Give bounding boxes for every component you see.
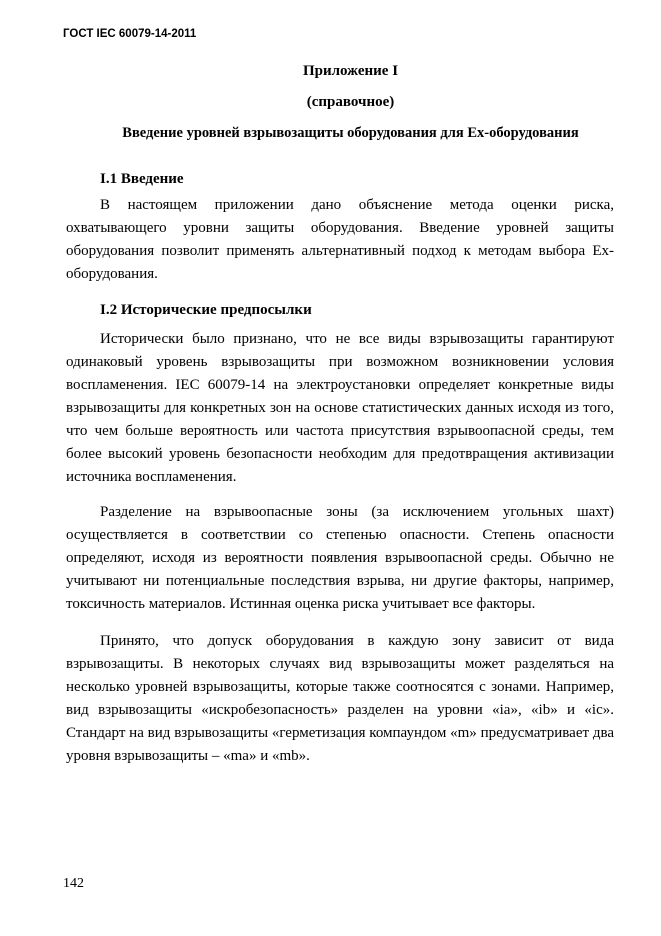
page-number: 142 [63,876,84,891]
appendix-title: Приложение I [302,63,399,79]
section-title: I.1 Введение [100,171,184,187]
appendix-heading: Введение уровней взрывозащиты оборудования для Ex-оборудования [122,125,579,141]
appendix-type: (справочное) [306,94,395,110]
section-introduction [66,168,614,286]
document-code: ГОСТ IEC 60079-14-2011 [63,28,197,40]
paragraph: Исторически было признано, что не все виды взрывозащиты гарантируют одинаковый уровень взрывозащиты при возможном возникновении условия воспламенения. IEC 60079-14 на электроустановки определяет конкретные виды взрывозащиты для конкретных зон на основе статистических данных исходя из того, что чем больше вероятность или частота присутствия взрывоопасной среды, тем более высокий уровень безопасности необходим для предотвращения активизации источника воспламенения. [66,331,614,485]
paragraph: Принято, что допуск оборудования в каждую зону зависит от вида взрывозащиты. В некоторых случаях вид взрывозащиты может разделяться на несколько уровней взрывозащиты, которые также соотносятся с зонами. Например, вид взрывозащиты «искробезопасность» разделен на уровни «ia», «ib» и «ic». Стандарт на вид взрывозащиты «герметизация компаундом «m» предусматривает два уровня взрывозащиты – «ma» и «mb». [66,633,614,764]
section-history [66,299,614,768]
paragraph: Разделение на взрывоопасные зоны (за исключением угольных шахт) осуществляется в соответствии со степенью опасности. Степень опасности определяют, исходя из вероятности появления взрывоопасной среды. Обычно не учитывают ни потенциальные последствия взрыва, ни другие факторы, например, токсичность материалов. Истинная оценка риска учитывает все факторы. [66,504,614,612]
paragraph: В настоящем приложении дано объяснение метода оценки риска, охватывающего уровни защиты оборудования. Введение уровней защиты оборудования позволит применять альтернативный подход к методам выбора Ex-оборудования. [66,197,614,282]
section-title: I.2 Исторические предпосылки [100,302,312,318]
